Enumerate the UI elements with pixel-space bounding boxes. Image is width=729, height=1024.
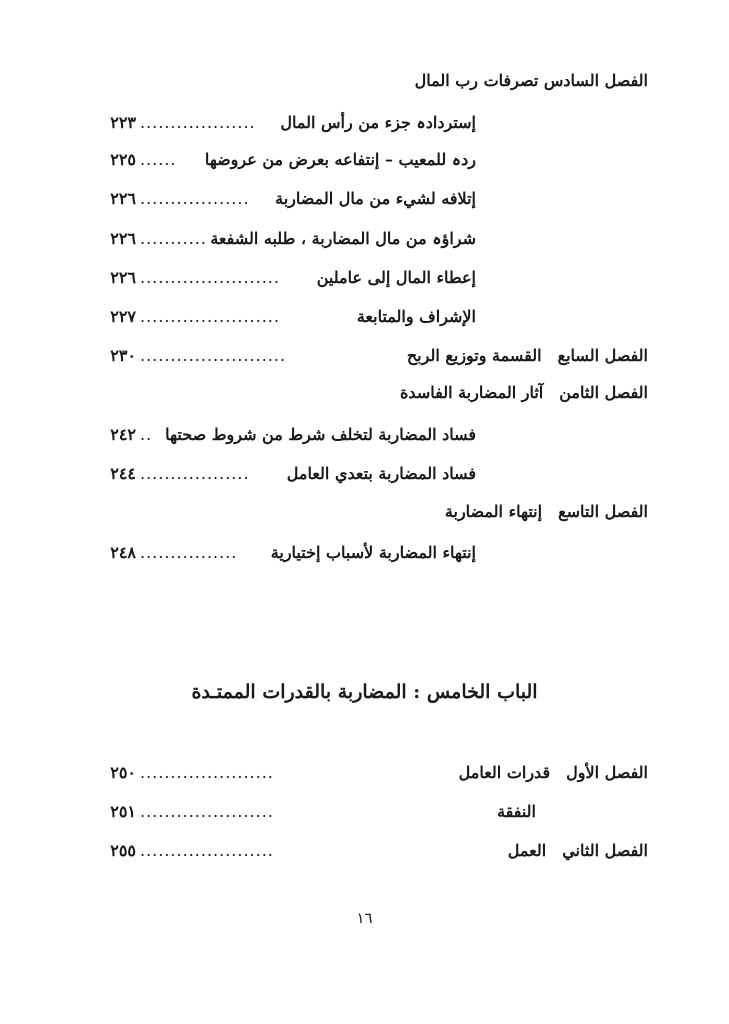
toc-entry	[80, 108, 648, 138]
chapter7-title	[407, 341, 648, 371]
toc-entry	[80, 420, 648, 450]
chapter-name: قدرات العامل	[458, 763, 551, 782]
chapter-label: الفصل السابع	[557, 346, 648, 365]
toc-entry-page: ٢٤٤	[110, 464, 136, 483]
toc-entry-page: ٢٢٧	[110, 307, 136, 326]
toc-entry-page: ٢٢٦	[110, 189, 136, 208]
chapter8-title	[400, 378, 648, 408]
toc-entry-page: ٢٣٠	[110, 346, 136, 365]
dot-leader: ...........	[140, 229, 207, 248]
toc-entry-page: ٢٥٥	[110, 841, 136, 860]
dot-leader: ..................	[140, 464, 250, 483]
toc-entry-page: ٢٢٦	[110, 268, 136, 287]
dot-leader: ..	[140, 425, 153, 444]
toc-entry-title: شراؤہ من مال المضاربة ، طلبه الشفعة	[210, 229, 476, 248]
dot-leader: ................	[140, 543, 238, 562]
toc-entry-page: ٢٤٢	[110, 425, 136, 444]
dot-leader: ..................	[140, 189, 250, 208]
toc-entry-page: ٢٢٣	[110, 113, 136, 132]
toc-entry-page: ٢٥٠	[110, 763, 136, 782]
toc-entry-title: إستردادہ جزء من رأس المال	[280, 113, 476, 132]
chapter-name: القسمة وتوزيع الربح	[406, 346, 542, 365]
toc-entry-page: ٢٥١	[110, 802, 136, 821]
toc-entry	[80, 224, 648, 254]
toc-entry-title: فساد المضاربة لتخلف شرط من شروط صحتها	[165, 425, 476, 444]
part5-chapter1-title	[459, 758, 648, 788]
toc-entry-page: ٢٢٦	[110, 229, 136, 248]
chapter-name: إنتهاء المضاربة	[444, 502, 543, 521]
toc-entry-title: إتلافه لشيء من مال المضاربة	[275, 189, 476, 208]
chapter-label: الفصل التاسع	[558, 502, 648, 521]
part5-chapter1-row	[80, 758, 648, 788]
dot-leader: ......................	[140, 841, 274, 860]
chapter-name: آثار المضاربة الفاسدة	[400, 383, 544, 402]
chapter-label: الفصل الثامن	[559, 383, 648, 402]
toc-entry	[80, 459, 648, 489]
toc-entry-title: النفقة	[497, 802, 536, 821]
chapter9-row	[80, 497, 648, 527]
toc-entry	[80, 538, 648, 568]
dot-leader: .......................	[140, 268, 280, 287]
toc-entry-title: ردہ للمعيب – إنتفاعه بعرض من عروضها	[204, 150, 476, 169]
toc-entry-title: إنتهاء المضاربة لأسباب إختيارية	[270, 543, 476, 562]
toc-entry-title: إعطاء المال إلى عاملين	[316, 268, 476, 287]
dot-leader: ......................	[140, 763, 274, 782]
part5-chapter2-title	[508, 836, 648, 866]
toc-entry-page: ٢٢٥	[110, 150, 136, 169]
dot-leader: ........................	[140, 346, 287, 365]
chapter9-title	[445, 497, 648, 527]
chapter6-heading-row	[80, 66, 648, 96]
part5-heading: الباب الخامس : المضاربة بالقدرات الممتـدة	[191, 681, 538, 703]
dot-leader: ......................	[140, 802, 274, 821]
toc-entry	[80, 797, 648, 827]
toc-entry-title: فساد المضاربة بتعدي العامل	[286, 464, 476, 483]
toc-entry	[80, 302, 648, 332]
part5-chapter2-row	[80, 836, 648, 866]
page-number: ١٦	[356, 909, 373, 927]
toc-entry-title: الإشراف والمتابعة	[356, 307, 476, 326]
chapter-label: الفصل الأول	[566, 763, 648, 782]
chapter8-row	[80, 378, 648, 408]
chapter7-row	[80, 341, 648, 371]
chapter6-heading: الفصل السادس تصرفات رب المال	[414, 71, 648, 90]
chapter-name: العمل	[507, 841, 547, 860]
toc-entry	[80, 184, 648, 214]
dot-leader: .......................	[140, 307, 280, 326]
dot-leader: ...................	[140, 113, 256, 132]
toc-entry	[80, 145, 648, 175]
toc-entry	[80, 263, 648, 293]
chapter-label: الفصل الثاني	[562, 841, 648, 860]
dot-leader: ......	[140, 150, 177, 169]
toc-entry-page: ٢٤٨	[110, 543, 136, 562]
